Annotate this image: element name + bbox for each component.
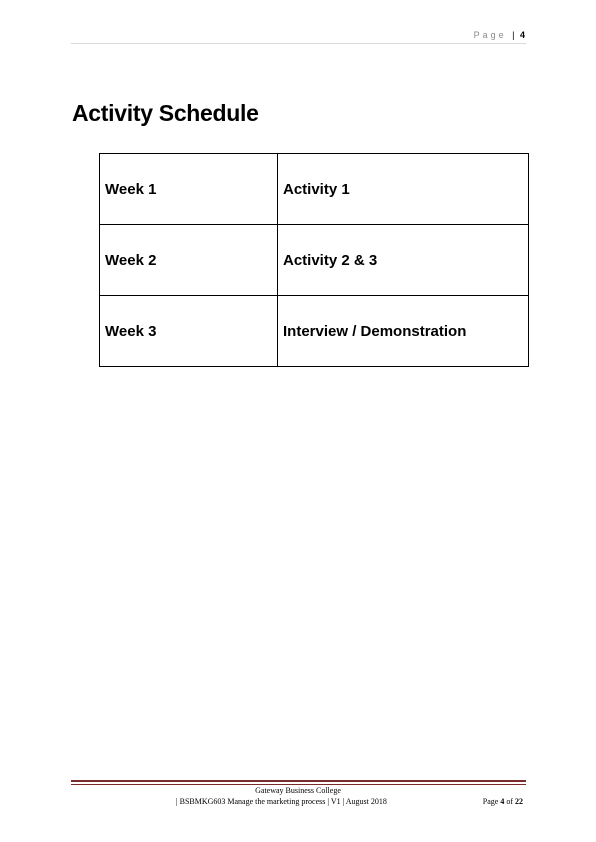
header-separator: | <box>512 30 515 40</box>
activity-cell: Activity 2 & 3 <box>278 225 529 296</box>
page-title: Activity Schedule <box>72 100 259 126</box>
header-page-indicator <box>474 30 525 40</box>
activity-cell: Interview / Demonstration <box>278 296 529 367</box>
page-header <box>0 0 596 44</box>
header-divider <box>71 43 526 44</box>
activity-schedule-table <box>99 153 529 367</box>
footer-college-name: Gateway Business College <box>255 786 341 795</box>
week-cell: Week 1 <box>100 154 278 225</box>
footer-page-count <box>483 797 523 806</box>
table-row <box>100 154 529 225</box>
footer-total-pages: 22 <box>515 797 523 806</box>
footer-rule-thick <box>71 780 526 782</box>
week-cell: Week 3 <box>100 296 278 367</box>
footer-page-word: Page <box>482 797 499 806</box>
week-cell: Week 2 <box>100 225 278 296</box>
footer-rule-thin <box>71 784 526 785</box>
footer-of-word: of <box>506 797 513 806</box>
header-page-label: Page <box>473 30 507 40</box>
footer-course-info: | BSBMKG603 Manage the marketing process | V1 | August 2018 <box>176 797 387 806</box>
activity-cell: Activity 1 <box>278 154 529 225</box>
table-row <box>100 225 529 296</box>
header-page-number: 4 <box>519 30 525 40</box>
table-row <box>100 296 529 367</box>
footer-current-page: 4 <box>500 797 505 806</box>
